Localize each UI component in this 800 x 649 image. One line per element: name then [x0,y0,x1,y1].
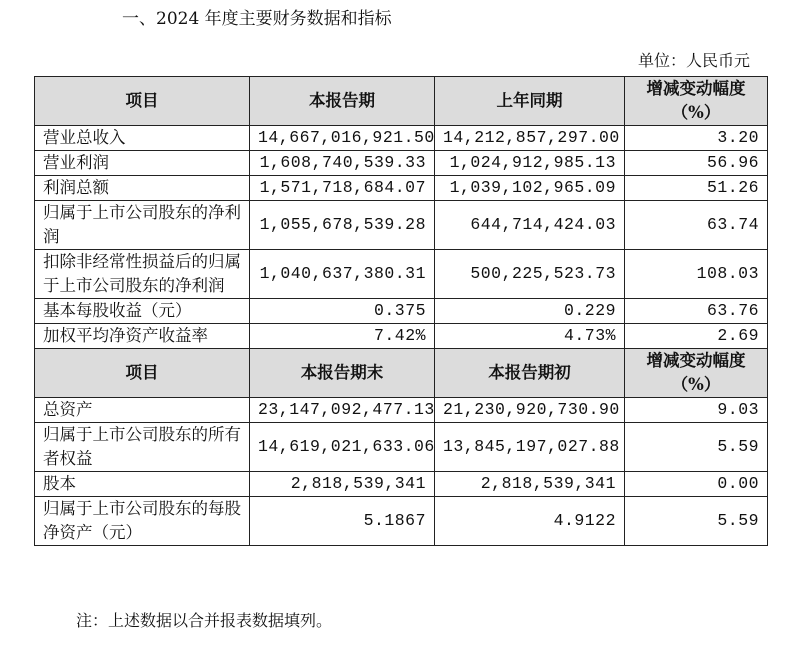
previous-value: 1,024,912,985.13 [435,151,625,176]
previous-value: 500,225,523.73 [435,250,625,299]
row-label: 扣除非经常性损益后的归属于上市公司股东的净利润 [35,250,250,299]
current-value: 2,818,539,341 [250,472,435,497]
table1-body [35,126,768,349]
change-value: 56.96 [625,151,768,176]
table-row [35,151,768,176]
table-row [35,250,768,299]
header-change [625,77,768,126]
currency-unit: 单位：人民币元 [637,51,750,70]
footnote: 注：上述数据以合并报表数据填列。 [76,611,333,630]
change-value: 5.59 [625,497,768,546]
header-previous-period: 上年同期 [435,77,625,126]
section-title: 一、2024 年度主要财务数据和指标 [122,9,392,29]
current-value: 23,147,092,477.13 [250,398,435,423]
current-value: 1,608,740,539.33 [250,151,435,176]
current-value: 1,571,718,684.07 [250,176,435,201]
header-change-line1: 增减变动幅度 [646,351,746,370]
previous-value: 14,212,857,297.00 [435,126,625,151]
header-change-line1: 增减变动幅度 [646,79,746,98]
header-change-line2: （%） [671,103,721,122]
table-row [35,299,768,324]
table-row [35,126,768,151]
table1-header-row [35,77,768,126]
table-row [35,176,768,201]
table2-body [35,398,768,546]
previous-value: 4.73% [435,324,625,349]
table-row [35,423,768,472]
row-label: 利润总额 [35,176,250,201]
current-value: 1,040,637,380.31 [250,250,435,299]
header-current-period: 本报告期 [250,77,435,126]
current-value: 14,667,016,921.50 [250,126,435,151]
header-item: 项目 [35,349,250,398]
row-label: 归属于上市公司股东的所有者权益 [35,423,250,472]
header-change [625,349,768,398]
current-value: 0.375 [250,299,435,324]
current-value: 14,619,021,633.06 [250,423,435,472]
financial-data-table [34,76,768,546]
change-value: 2.69 [625,324,768,349]
change-value: 63.76 [625,299,768,324]
row-label: 股本 [35,472,250,497]
change-value: 5.59 [625,423,768,472]
change-value: 3.20 [625,126,768,151]
previous-value: 13,845,197,027.88 [435,423,625,472]
current-value: 1,055,678,539.28 [250,201,435,250]
header-change-line2: （%） [671,375,721,394]
change-value: 108.03 [625,250,768,299]
header-period-end: 本报告期末 [250,349,435,398]
table-row [35,398,768,423]
row-label: 归属于上市公司股东的每股净资产（元） [35,497,250,546]
previous-value: 1,039,102,965.09 [435,176,625,201]
row-label: 总资产 [35,398,250,423]
current-value: 7.42% [250,324,435,349]
change-value: 9.03 [625,398,768,423]
previous-value: 2,818,539,341 [435,472,625,497]
row-label: 营业总收入 [35,126,250,151]
table2-header-row [35,349,768,398]
table-row [35,497,768,546]
table-row [35,472,768,497]
previous-value: 21,230,920,730.90 [435,398,625,423]
previous-value: 4.9122 [435,497,625,546]
current-value: 5.1867 [250,497,435,546]
previous-value: 0.229 [435,299,625,324]
change-value: 51.26 [625,176,768,201]
header-period-start: 本报告期初 [435,349,625,398]
table-row [35,201,768,250]
previous-value: 644,714,424.03 [435,201,625,250]
change-value: 0.00 [625,472,768,497]
row-label: 归属于上市公司股东的净利润 [35,201,250,250]
row-label: 基本每股收益（元） [35,299,250,324]
row-label: 加权平均净资产收益率 [35,324,250,349]
table-row [35,324,768,349]
change-value: 63.74 [625,201,768,250]
header-item: 项目 [35,77,250,126]
row-label: 营业利润 [35,151,250,176]
